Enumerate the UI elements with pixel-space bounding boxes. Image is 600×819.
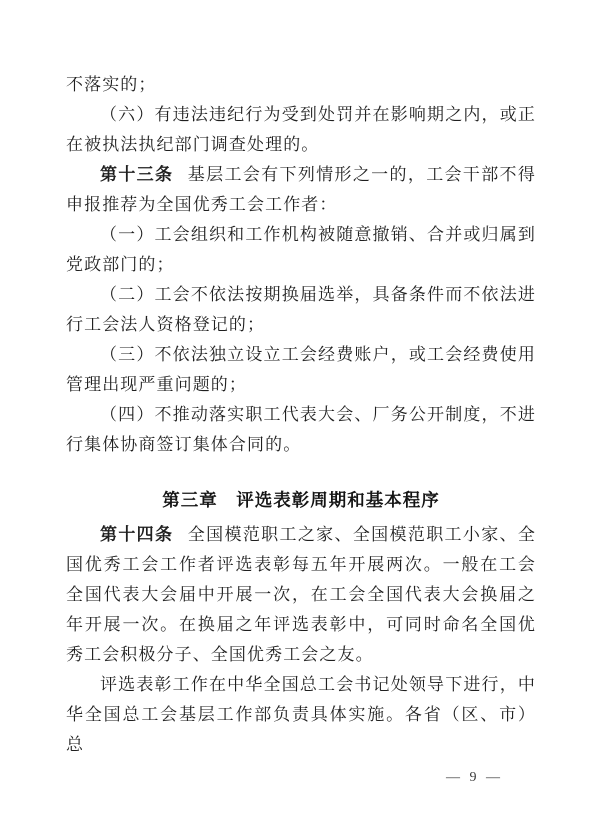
clause-item-2: （二）工会不依法按期换届选举，具备条件而不依法进行工会法人资格登记的； [66,285,536,334]
article-13-text: 基层工会有下列情形之一的，工会干部不得申报推荐为全国优秀工会工作者： [66,165,536,214]
clause-item-6: （六）有违法违纪行为受到处罚并在影响期之内，或正在被执法执纪部门调查处理的。 [66,105,536,154]
article-14 [66,520,536,670]
paragraph-continuation: 不落实的； [66,75,157,94]
article-13-number: 第十三条 [100,165,174,184]
clause-item-4: （四）不推动落实职工代表大会、厂务公开制度，不进行集体协商签订集体合同的。 [66,405,536,454]
paragraph-implementation: 评选表彰工作在中华全国总工会书记处领导下进行，中华全国总工会基层工作部负责具体实施。各省（区、市）总 [66,675,536,754]
chapter-3-heading: 第三章 评选表彰周期和基本程序 [162,490,440,510]
article-14-text: 全国模范职工之家、全国模范职工小家、全国优秀工会工作者评选表彰每五年开展两次。一般在工会全国代表大会届中开展一次，在工会全国代表大会换届之年开展一次。在换届之年评选表彰中，可同时命名全国优秀工会积极分子、全国优秀工会之友。 [66,525,536,664]
clause-item-3: （三）不依法独立设立工会经费账户，或工会经费使用管理出现严重问题的； [66,345,536,394]
page-number: — 9 — [446,770,503,785]
article-14-number: 第十四条 [100,525,174,544]
document-body [66,70,536,760]
clause-item-1: （一）工会组织和工作机构被随意撤销、合并或归属到党政部门的； [66,225,536,274]
article-13 [66,160,536,220]
